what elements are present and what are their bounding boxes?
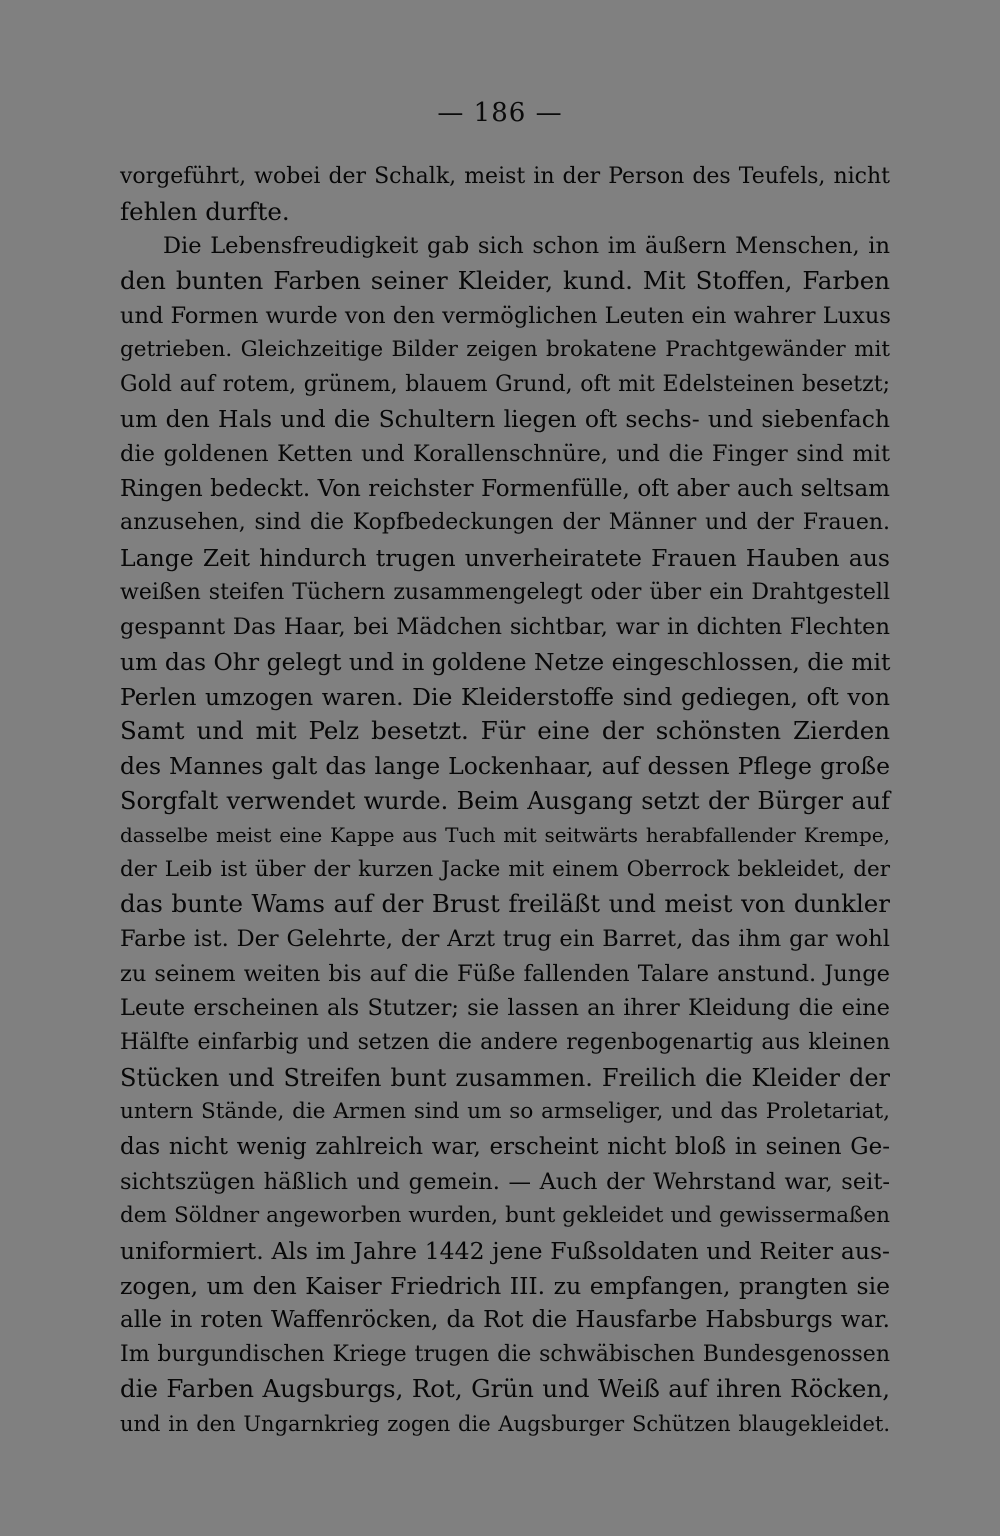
text-line: und in den Ungarnkrieg zogen die Augsburger Schützen blaugekleidet. — [120, 1412, 890, 1437]
page-number: — 186 — — [437, 98, 563, 128]
text-line: weißen steifen Tüchern zusammengelegt oder über ein Drahtgestell — [120, 579, 890, 605]
text-line: zogen, um den Kaiser Friedrich III. zu empfangen, prangten sie — [120, 1271, 890, 1300]
text-line: des Mannes galt das lange Lockenhaar, auf dessen Pflege große — [120, 751, 890, 780]
text-line: Hälfte einfarbig und setzen die andere regenbogenartig aus kleinen — [120, 1030, 890, 1056]
text-line: vorgeführt, wobei der Schalk, meist in der Person des Teufels, nicht — [120, 164, 890, 189]
text-line: sichtszügen häßlich und gemein. — Auch der Wehrstand war, seit- — [120, 1168, 890, 1195]
text-line: um den Hals und die Schultern liegen oft sechs- und siebenfach — [120, 405, 890, 434]
text-line: fehlen durfte. — [120, 196, 290, 226]
text-line: Farbe ist. Der Gelehrte, der Arzt trug ein Barret, das ihm gar wohl — [120, 926, 890, 953]
body-text — [120, 160, 890, 1442]
text-line: zu seinem weiten bis auf die Füße fallenden Talare anstund. Junge — [120, 960, 890, 987]
text-line: um das Ohr gelegt und in goldene Netze eingeschlossen, die mit — [120, 647, 891, 676]
text-line: der Leib ist über der kurzen Jacke mit einem Oberrock bekleidet, der — [120, 856, 890, 882]
text-line: die Farben Augsburgs, Rot, Grün und Weiß auf ihren Röcken, — [120, 1374, 890, 1404]
text-line: Stücken und Streifen bunt zusammen. Freilich die Kleider der — [120, 1063, 890, 1092]
text-line: Gold auf rotem, grünem, blauem Grund, oft mit Edelsteinen besetzt; — [120, 371, 890, 397]
text-line: Ringen bedeckt. Von reichster Formenfülle, oft aber auch seltsam — [120, 475, 890, 502]
text-line: Samt und mit Pelz besetzt. Für eine der schönsten Zierden — [120, 716, 890, 746]
text-line: Die Lebensfreudigkeit gab sich schon im äußern Menschen, in — [163, 233, 890, 260]
text-line: Sorgfalt verwendet wurde. Beim Ausgang setzt der Bürger auf — [120, 786, 890, 815]
text-line: untern Stände, die Armen sind um so armseliger, und das Proletariat, — [120, 1099, 890, 1125]
text-line: die goldenen Ketten und Korallenschnüre, und die Finger sind mit — [120, 441, 890, 468]
text-line: und Formen wurde von den vermöglichen Leuten ein wahrer Luxus — [120, 302, 891, 329]
text-line: dasselbe meist eine Kappe aus Tuch mit seitwärts herabfallender Krempe, — [120, 823, 890, 848]
text-line: Im burgundischen Kriege trugen die schwäbischen Bundesgenossen — [120, 1341, 890, 1367]
text-line: Perlen umzogen waren. Die Kleiderstoffe sind gediegen, oft von — [120, 682, 890, 711]
text-line: das bunte Wams auf der Brust freiläßt und meist von dunkler — [120, 889, 890, 919]
text-line: den bunten Farben seiner Kleider, kund. Mit Stoffen, Farben — [120, 265, 890, 295]
text-line: dem Söldner angeworben wurden, bunt gekleidet und gewissermaßen — [120, 1203, 890, 1229]
text-line: alle in roten Waffenröcken, da Rot die Hausfarbe Habsburgs war. — [120, 1307, 890, 1334]
text-line: uniformiert. Als im Jahre 1442 jene Fußsoldaten und Reiter aus- — [120, 1236, 890, 1265]
text-line: anzusehen, sind die Kopfbedeckungen der Männer und der Frauen. — [120, 510, 890, 536]
text-line: gespannt Das Haar, bei Mädchen sichtbar, war in dichten Flechten — [120, 614, 890, 641]
text-line: Leute erscheinen als Stutzer; sie lassen an ihrer Kleidung die eine — [120, 995, 890, 1022]
text-line: das nicht wenig zahlreich war, erscheint nicht bloß in seinen Ge- — [120, 1133, 890, 1160]
text-line: Lange Zeit hindurch trugen unverheiratete Frauen Hauben aus — [120, 544, 890, 573]
text-line: getrieben. Gleichzeitige Bilder zeigen brokatene Prachtgewänder mit — [120, 337, 890, 363]
